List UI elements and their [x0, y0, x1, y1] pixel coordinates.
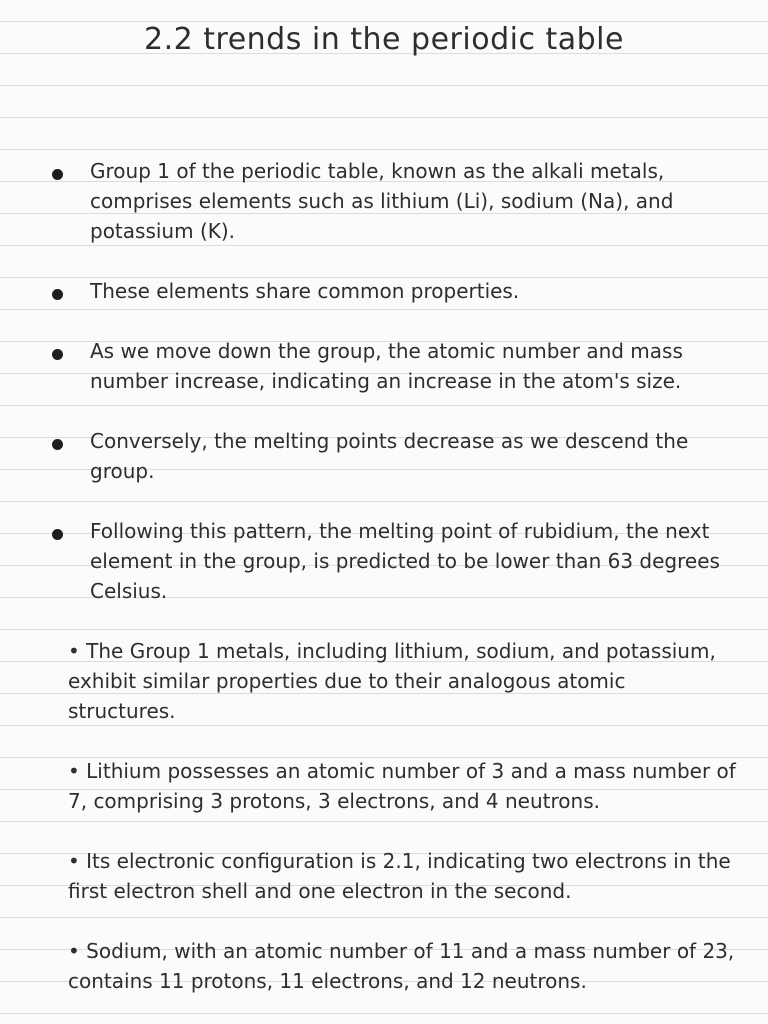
note-paragraph: • Its electronic configuration is 2.1, indicating two electrons in the first electron shell and one electron in the second.: [68, 849, 731, 903]
bullet-dot-icon: [52, 169, 63, 180]
note-paragraph: • Lithium possesses an atomic number of 3 and a mass number of 7, comprising 3 protons, 3 electrons, and 4 neutrons.: [68, 759, 736, 813]
bullet-dot-icon: [52, 439, 63, 450]
page-title: 2.2 trends in the periodic table: [144, 22, 624, 57]
bullet-text: Following this pattern, the melting point of rubidium, the next element in the group, is predicted to be lower than 63 degrees Celsius.: [90, 519, 720, 603]
bullet-text: Group 1 of the periodic table, known as the alkali metals, comprises elements such as lithium (Li), sodium (Na), and potassium (K).: [90, 159, 674, 243]
bullet-text: Conversely, the melting points decrease as we descend the group.: [90, 429, 689, 483]
bullet-text: These elements share common properties.: [90, 279, 520, 303]
bullet-text: As we move down the group, the atomic number and mass number increase, indicating an increase in the atom's size.: [90, 339, 683, 393]
note-paragraph: • The Group 1 metals, including lithium, sodium, and potassium, exhibit similar properties due to their analogous atomic structures.: [68, 639, 716, 723]
note-paragraph: • Sodium, with an atomic number of 11 and a mass number of 23, contains 11 protons, 11 electrons, and 12 neutrons.: [68, 939, 735, 993]
bullet-dot-icon: [52, 349, 63, 360]
bullet-dot-icon: [52, 529, 63, 540]
bullet-dot-icon: [52, 289, 63, 300]
